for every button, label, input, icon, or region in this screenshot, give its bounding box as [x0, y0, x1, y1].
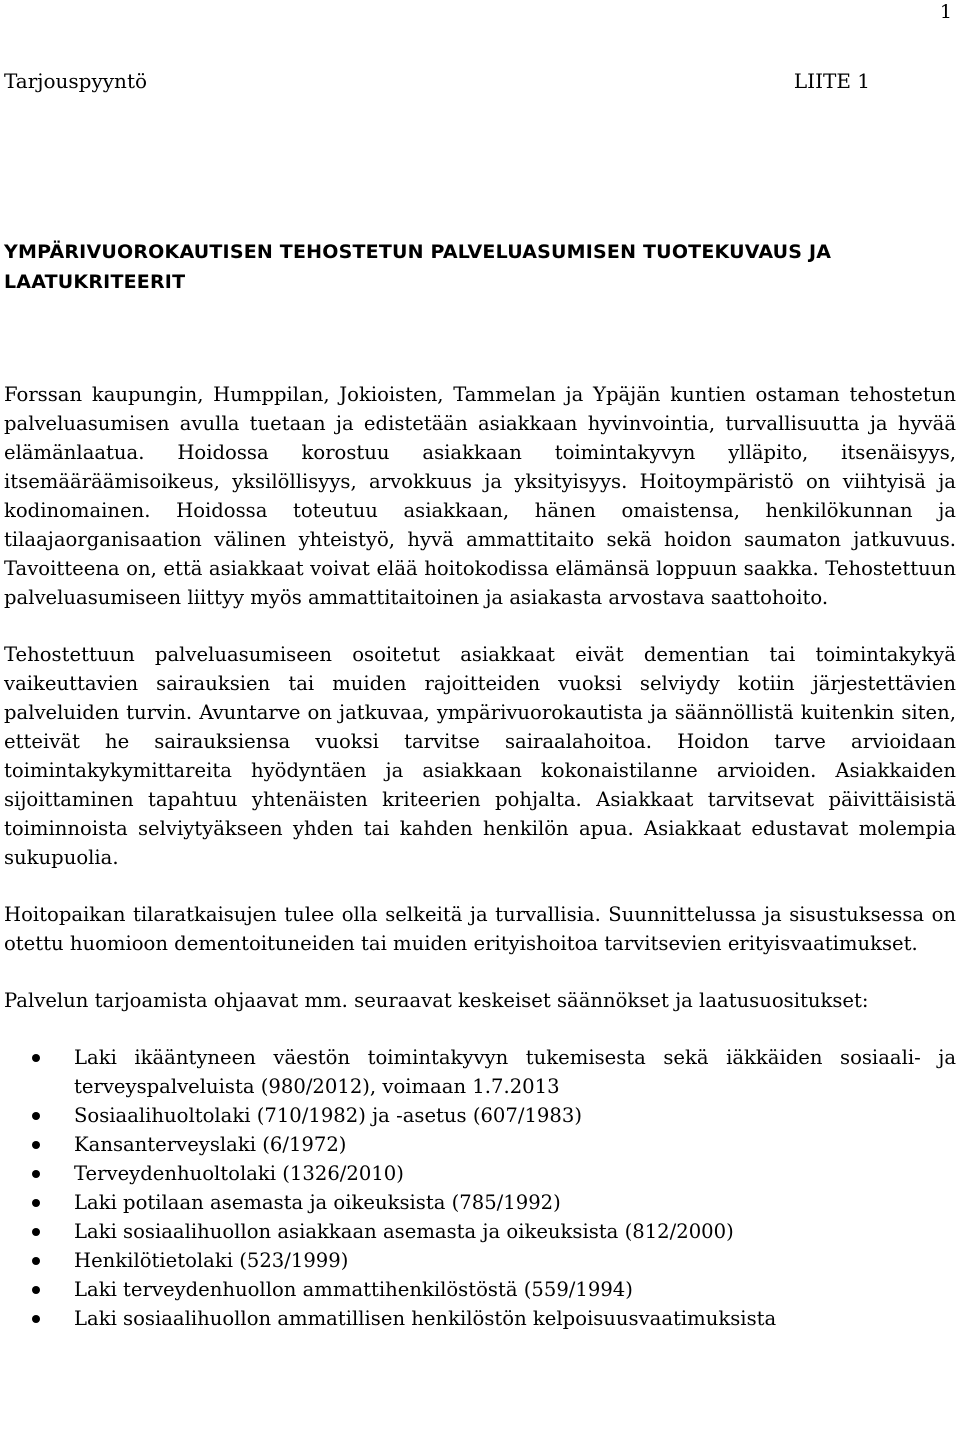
document-title: YMPÄRIVUOROKAUTISEN TEHOSTETUN PALVELUASUMISEN TUOTEKUVAUS JA LAATUKRITEERIT — [4, 241, 832, 293]
document-header — [4, 68, 870, 94]
bullet-icon — [32, 1315, 40, 1323]
list-item — [4, 1101, 956, 1130]
bullet-icon — [32, 1286, 40, 1294]
bullet-icon — [32, 1228, 40, 1236]
list-item-text: Terveydenhuoltolaki (1326/2010) — [74, 1162, 404, 1185]
list-item-text: Sosiaalihuoltolaki (710/1982) ja -asetus (607/1983) — [74, 1104, 582, 1127]
list-item — [4, 1304, 956, 1333]
list-item-text: Laki sosiaalihuollon asiakkaan asemasta ja oikeuksista (812/2000) — [74, 1220, 734, 1243]
list-item — [4, 1246, 956, 1275]
regulations-list — [4, 1043, 956, 1333]
list-item-text: Laki ikääntyneen väestön toimintakyvyn tukemisesta sekä iäkkäiden sosiaali- ja terveyspalveluista (980/2012), voimaan 1.7.2013 — [74, 1046, 956, 1098]
header-left-label: Tarjouspyyntö — [4, 69, 148, 93]
bullet-icon — [32, 1199, 40, 1207]
list-item — [4, 1159, 956, 1188]
list-item-text: Laki sosiaalihuollon ammatillisen henkilöstön kelpoisuusvaatimuksista — [74, 1307, 777, 1330]
bullet-icon — [32, 1257, 40, 1265]
list-item — [4, 1275, 956, 1304]
list-item — [4, 1217, 956, 1246]
paragraph-regulations-intro: Palvelun tarjoamista ohjaavat mm. seuraavat keskeiset säännökset ja laatusuositukset: — [4, 989, 869, 1012]
list-item-text: Laki terveydenhuollon ammattihenkilöstöstä (559/1994) — [74, 1278, 633, 1301]
bullet-icon — [32, 1112, 40, 1120]
list-item — [4, 1188, 956, 1217]
list-item — [4, 1043, 956, 1101]
bullet-icon — [32, 1141, 40, 1149]
bullet-icon — [32, 1170, 40, 1178]
page-number: 1 — [939, 1, 952, 23]
paragraph-clients: Tehostettuun palveluasumiseen osoitetut asiakkaat eivät dementian tai toimintakykyä vaikeuttavien sairauksien tai muiden rajoitteiden vuoksi selviydy kotiin järjestettävien palveluiden turvin. Avuntarve on jatkuvaa, ympärivuorokautista ja säännöllistä kuitenkin siten, etteivät he sairauksiensa vuoksi tarvitse sairaalahoitoa. Hoidon tarve arvioidaan toimintakykymittareita hyödyntäen ja asiakkaan kokonaistilanne arvioiden. Asiakkaiden sijoittaminen tapahtuu yhtenäisten kriteerien pohjalta. Asiakkaat tarvitsevat päivittäisistä toiminnoista selviytyäkseen yhden tai kahden henkilön apua. Asiakkaat edustavat molempia sukupuolia. — [4, 643, 956, 869]
list-item-text: Laki potilaan asemasta ja oikeuksista (785/1992) — [74, 1191, 561, 1214]
document-body — [4, 380, 956, 1333]
paragraph-facilities: Hoitopaikan tilaratkaisujen tulee olla selkeitä ja turvallisia. Suunnittelussa ja sisustuksessa on otettu huomioon dementoituneiden tai muiden erityishoitoa tarvitsevien erityisvaatimukset. — [4, 903, 956, 955]
bullet-icon — [32, 1054, 40, 1062]
list-item-text: Henkilötietolaki (523/1999) — [74, 1249, 349, 1272]
header-right-label: LIITE 1 — [793, 69, 870, 93]
list-item — [4, 1130, 956, 1159]
list-item-text: Kansanterveyslaki (6/1972) — [74, 1133, 347, 1156]
paragraph-intro: Forssan kaupungin, Humppilan, Jokioisten, Tammelan ja Ypäjän kuntien ostaman tehostetun palveluasumisen avulla tuetaan ja edistetään asiakkaan hyvinvointia, turvallisuutta ja hyvää elämänlaatua. Hoidossa korostuu asiakkaan toimintakyvyn ylläpito, itsenäisyys, itsemääräämisoikeus, yksilöllisyys, arvokkuus ja yksityisyys. Hoitoympäristö on viihtyisä ja kodinomainen. Hoidossa toteutuu asiakkaan, hänen omaistensa, henkilökunnan ja tilaajaorganisaation välinen yhteistyö, hyvä ammattitaito sekä hoidon saumaton jatkuvuus. Tavoitteena on, että asiakkaat voivat elää hoitokodissa elämänsä loppuun saakka. Tehostettuun palveluasumiseen liittyy myös ammattitaitoinen ja asiakasta arvostava saattohoito. — [4, 383, 956, 609]
